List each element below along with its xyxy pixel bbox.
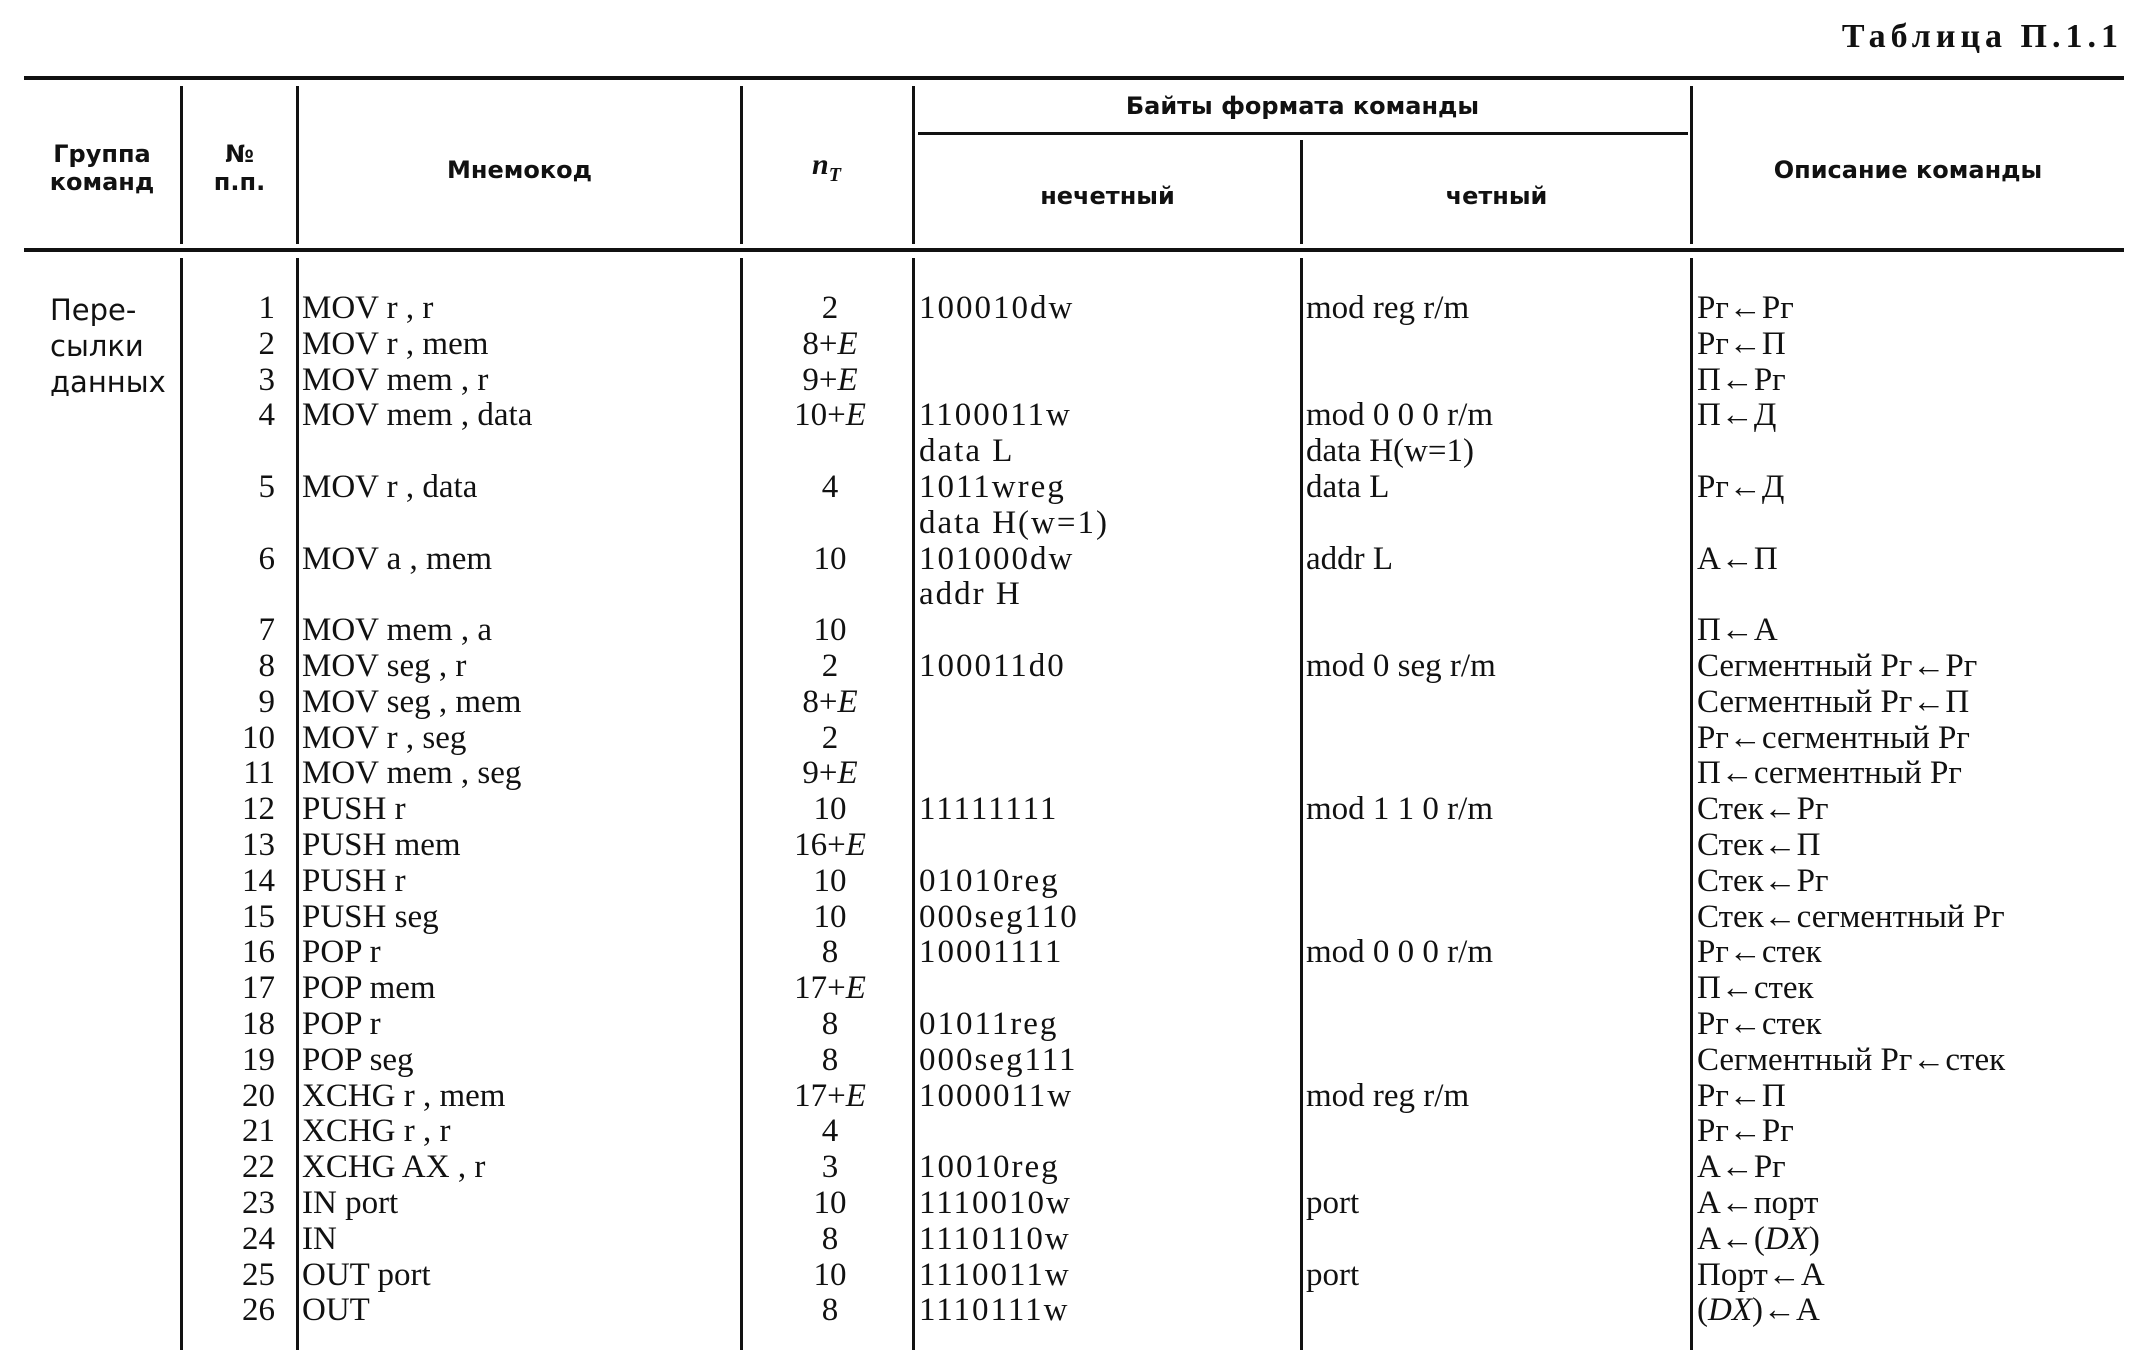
row-number: 16	[242, 934, 275, 971]
row-number: 15	[242, 898, 275, 935]
row-mnemonic: MOV r , mem	[302, 325, 489, 362]
row-mnemonic: MOV mem , data	[302, 397, 533, 434]
row-description: Стек←сегментный Рг	[1697, 898, 2005, 935]
row-mnemonic: OUT port	[302, 1256, 431, 1293]
row-description: Рг←П	[1697, 1077, 1786, 1114]
row-odd-byte: data H(w=1)	[919, 504, 1109, 541]
row-description: Рг←Рг	[1697, 1113, 1794, 1150]
table-row	[0, 648, 2141, 684]
row-tact-count: 2	[821, 648, 839, 684]
row-tact-count: 8	[821, 1041, 839, 1078]
row-mnemonic: POP r	[302, 934, 381, 971]
row-odd-byte: 01011reg	[919, 1006, 1059, 1042]
header-nt	[812, 148, 841, 187]
row-description: П←Д	[1697, 397, 1777, 434]
group-label-line2: сылки	[50, 329, 144, 363]
row-number: 11	[243, 755, 275, 792]
row-odd-byte: addr H	[919, 576, 1022, 613]
row-odd-byte: 01010reg	[919, 862, 1060, 899]
row-tact-count: 10	[813, 862, 847, 899]
row-odd-byte: 100010dw	[919, 290, 1075, 326]
row-mnemonic: POP seg	[302, 1041, 414, 1078]
header-group-line1: Группа	[53, 140, 151, 168]
row-mnemonic: XCHG AX , r	[302, 1149, 486, 1186]
header-even: четный	[1445, 182, 1548, 210]
group-label-line1: Пере-	[50, 293, 137, 327]
row-number: 24	[242, 1220, 275, 1257]
row-even-byte: port	[1306, 1185, 1360, 1221]
row-tact-count: 17+E	[794, 970, 866, 1007]
row-tact-count: 8	[821, 1292, 839, 1329]
table-row	[0, 1221, 2141, 1257]
header-odd: нечетный	[1040, 182, 1175, 210]
table-row	[0, 397, 2141, 433]
row-tact-count: 9+E	[802, 361, 858, 398]
row-description: А←(DX)	[1697, 1220, 1820, 1257]
row-tact-count: 2	[821, 290, 839, 326]
row-mnemonic: XCHG r , r	[302, 1113, 451, 1150]
row-number: 2	[258, 325, 275, 362]
row-odd-byte: 1110011w	[919, 1256, 1071, 1293]
row-description: П←сегментный Рг	[1697, 755, 1962, 792]
table-row	[0, 1042, 2141, 1078]
table-row	[0, 863, 2141, 899]
row-even-byte: data H(w=1)	[1306, 433, 1474, 470]
row-tact-count: 8	[821, 934, 839, 971]
row-mnemonic: MOV mem , a	[302, 612, 493, 649]
row-tact-count: 10	[813, 540, 847, 577]
row-number: 23	[242, 1185, 275, 1221]
header-num-line1: №	[225, 140, 254, 168]
table-row	[0, 326, 2141, 362]
row-description: Стек←П	[1697, 827, 1821, 863]
header-vline-3	[740, 86, 743, 244]
row-odd-byte: 10010reg	[919, 1149, 1060, 1186]
header-num	[183, 140, 296, 196]
header-group-line2: команд	[49, 168, 155, 196]
row-number: 18	[242, 1006, 275, 1042]
table-row	[0, 720, 2141, 756]
row-number: 26	[242, 1292, 275, 1329]
header-mnemonic: Мнемокод	[446, 156, 592, 184]
row-even-byte: data L	[1306, 469, 1390, 505]
row-tact-count: 10	[813, 791, 847, 828]
table-row	[0, 934, 2141, 970]
row-odd-byte: 1110110w	[919, 1220, 1071, 1257]
table-row	[0, 433, 2141, 469]
table-row	[0, 1292, 2141, 1328]
row-number: 5	[258, 469, 275, 505]
row-tact-count: 8	[821, 1220, 839, 1257]
row-number: 8	[258, 648, 275, 684]
table-row	[0, 684, 2141, 720]
row-tact-count: 10	[813, 898, 847, 935]
row-tact-count: 3	[821, 1149, 839, 1186]
row-odd-byte: 1110111w	[919, 1292, 1070, 1329]
header-nt-subscript: T	[828, 164, 841, 186]
table-row	[0, 1257, 2141, 1293]
row-description: Сегментный Рг←П	[1697, 683, 1970, 720]
row-odd-byte: 000seg110	[919, 898, 1079, 935]
row-description: Стек←Рг	[1697, 862, 1829, 899]
row-mnemonic: MOV mem , seg	[302, 755, 522, 792]
row-number: 7	[258, 612, 275, 649]
row-description: Рг←стек	[1697, 1006, 1822, 1042]
row-mnemonic: MOV a , mem	[302, 540, 493, 577]
row-description: Рг←сегментный Рг	[1697, 719, 1970, 756]
table-row	[0, 899, 2141, 935]
table-row	[0, 576, 2141, 612]
row-odd-byte: 000seg111	[919, 1041, 1078, 1078]
table-row	[0, 541, 2141, 577]
table-row	[0, 970, 2141, 1006]
row-mnemonic: IN port	[302, 1185, 399, 1221]
row-odd-byte: 11111111	[919, 791, 1059, 828]
row-even-byte: port	[1306, 1256, 1360, 1293]
row-mnemonic: POP mem	[302, 970, 436, 1007]
table-row	[0, 362, 2141, 398]
row-mnemonic: MOV seg , r	[302, 648, 467, 684]
row-mnemonic: XCHG r , mem	[302, 1077, 506, 1114]
row-tact-count: 10	[813, 612, 847, 649]
row-description: Порт←А	[1697, 1256, 1825, 1293]
row-even-byte: mod reg r/m	[1306, 1077, 1470, 1114]
row-even-byte: mod 0 seg r/m	[1306, 648, 1496, 684]
row-number: 19	[242, 1041, 275, 1078]
row-odd-byte: data L	[919, 433, 1015, 470]
row-mnemonic: MOV mem , r	[302, 361, 489, 398]
row-number: 20	[242, 1077, 275, 1114]
table-row	[0, 1149, 2141, 1185]
row-mnemonic: PUSH r	[302, 862, 406, 899]
row-tact-count: 10+E	[794, 397, 866, 434]
row-description: Стек←Рг	[1697, 791, 1829, 828]
row-tact-count: 8+E	[802, 683, 858, 720]
table-row	[0, 1185, 2141, 1221]
row-tact-count: 10	[813, 1185, 847, 1221]
header-group	[24, 140, 180, 196]
row-mnemonic: MOV seg , mem	[302, 683, 522, 720]
row-odd-byte: 1110010w	[919, 1185, 1072, 1221]
row-even-byte: mod 1 1 0 r/m	[1306, 791, 1493, 828]
row-tact-count: 8	[821, 1006, 839, 1042]
header-bytes-format: Байты формата команды	[1125, 92, 1480, 120]
row-tact-count: 17+E	[794, 1077, 866, 1114]
header-bottom-rule	[24, 248, 2124, 252]
row-mnemonic: PUSH seg	[302, 898, 439, 935]
row-description: П←Рг	[1697, 361, 1786, 398]
row-even-byte: mod 0 0 0 r/m	[1306, 934, 1493, 971]
row-mnemonic: IN	[302, 1220, 337, 1257]
row-mnemonic: OUT	[302, 1292, 370, 1329]
row-number: 10	[242, 719, 275, 756]
row-number: 25	[242, 1256, 275, 1293]
row-description: Рг←П	[1697, 325, 1786, 362]
row-mnemonic: PUSH r	[302, 791, 406, 828]
row-number: 21	[242, 1113, 275, 1150]
row-mnemonic: MOV r , seg	[302, 719, 467, 756]
header-num-line2: п.п.	[213, 168, 266, 196]
row-odd-byte: 1100011w	[919, 397, 1072, 434]
row-number: 13	[242, 827, 275, 863]
row-mnemonic: PUSH mem	[302, 827, 461, 863]
row-description: Рг←стек	[1697, 934, 1822, 971]
row-description: П←стек	[1697, 970, 1814, 1007]
header-nt-symbol: n	[812, 148, 829, 181]
table-row	[0, 791, 2141, 827]
row-description: А←Рг	[1697, 1149, 1786, 1186]
row-number: 1	[258, 290, 275, 326]
top-rule	[24, 76, 2124, 80]
table-row	[0, 1078, 2141, 1114]
row-tact-count: 9+E	[802, 755, 858, 792]
row-number: 17	[242, 970, 275, 1007]
row-description: А←порт	[1697, 1185, 1819, 1221]
table-row	[0, 755, 2141, 791]
row-odd-byte: 1011wreg	[919, 469, 1066, 505]
row-odd-byte: 1000011w	[919, 1077, 1074, 1114]
group-label-line3: данных	[50, 365, 166, 399]
row-number: 22	[242, 1149, 275, 1186]
table-caption: Таблица П.1.1	[1841, 18, 2123, 55]
row-description: А←П	[1697, 540, 1778, 577]
bytes-format-rule	[918, 132, 1688, 135]
row-number: 4	[258, 397, 275, 434]
row-even-byte: mod 0 0 0 r/m	[1306, 397, 1493, 434]
row-odd-byte: 100011d0	[919, 648, 1066, 684]
row-description: Сегментный Рг←Рг	[1697, 648, 1978, 684]
row-number: 3	[258, 361, 275, 398]
row-number: 9	[258, 683, 275, 720]
row-description: Рг←Рг	[1697, 290, 1794, 326]
row-even-byte: addr L	[1306, 540, 1394, 577]
row-number: 6	[258, 540, 275, 577]
table-row	[0, 1113, 2141, 1149]
table-row	[0, 827, 2141, 863]
row-tact-count: 8+E	[802, 325, 858, 362]
row-tact-count: 2	[821, 719, 839, 756]
row-odd-byte: 10001111	[919, 934, 1064, 971]
table-row	[0, 469, 2141, 505]
row-mnemonic: MOV r , data	[302, 469, 478, 505]
row-description: П←А	[1697, 612, 1778, 649]
row-tact-count: 10	[813, 1256, 847, 1293]
row-tact-count: 16+E	[794, 827, 866, 863]
row-description: Рг←Д	[1697, 469, 1785, 505]
table-row	[0, 290, 2141, 326]
row-mnemonic: MOV r , r	[302, 290, 434, 326]
row-odd-byte: 101000dw	[919, 540, 1075, 577]
header-description: Описание команды	[1773, 156, 2043, 184]
row-description: Сегментный Рг←стек	[1697, 1041, 2006, 1078]
row-tact-count: 4	[821, 1113, 839, 1150]
row-tact-count: 4	[821, 469, 839, 505]
row-number: 12	[242, 791, 275, 828]
row-even-byte: mod reg r/m	[1306, 290, 1470, 326]
row-number: 14	[242, 862, 275, 899]
table-row	[0, 612, 2141, 648]
table-row	[0, 1006, 2141, 1042]
table-row	[0, 505, 2141, 541]
row-description: (DX)←А	[1697, 1292, 1820, 1329]
row-mnemonic: POP r	[302, 1006, 381, 1042]
